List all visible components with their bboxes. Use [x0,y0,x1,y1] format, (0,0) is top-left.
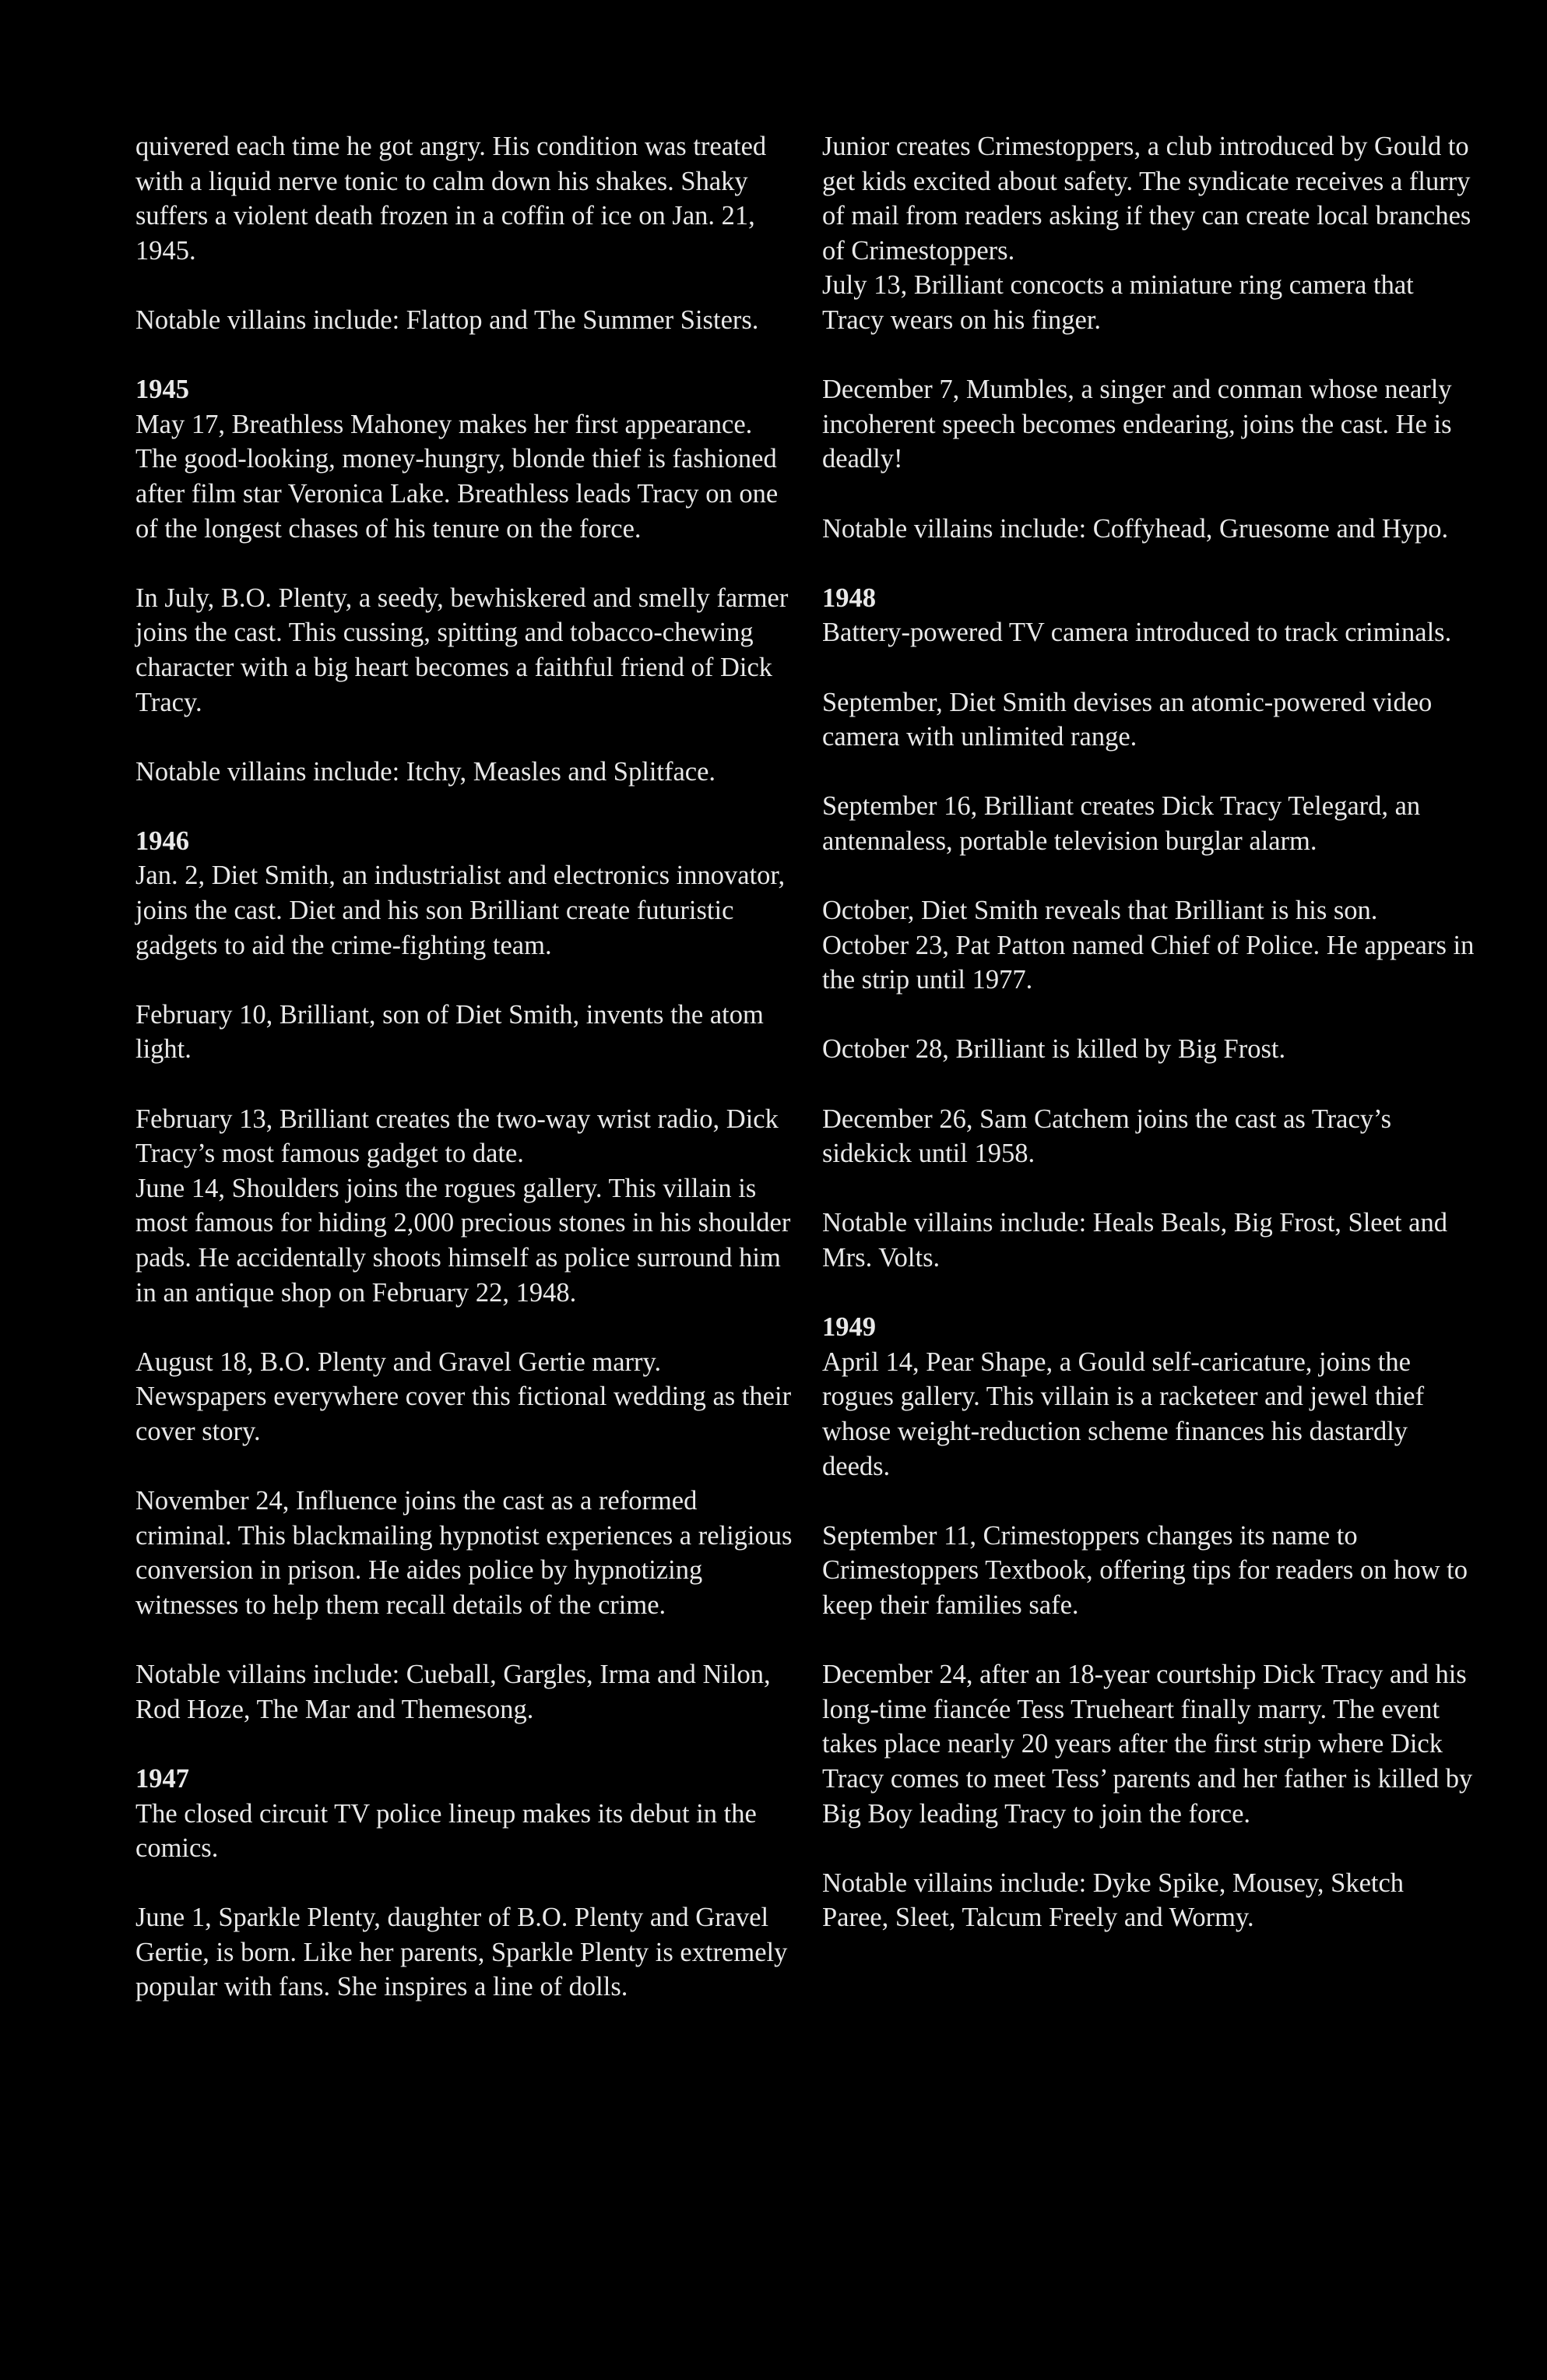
right-column [822,129,1476,1970]
paragraph-crimestoppers-club: Junior creates Crimestoppers, a club introduced by Gould to get kids excited about safety. The syndicate receives a flurry of mail from readers asking if they can create local branches of Crimestoppers. [822,132,1471,266]
paragraph-brilliant-son: October, Diet Smith reveals that Brilliant is his son. [822,896,1378,926]
year-heading-1945: 1945 [135,375,189,405]
paragraph-sam-catchem: December 26, Sam Catchem joins the cast as Tracy’s sidekick until 1958. [822,1104,1392,1169]
paragraph-pat-patton: October 23, Pat Patton named Chief of Police. He appears in the strip until 1977. [822,930,1475,995]
paragraph-mumbles: December 7, Mumbles, a singer and conman whose nearly incoherent speech becomes endearing, joins the cast. He is deadly! [822,375,1452,474]
paragraph-villains-1946: Notable villains include: Cueball, Gargles, Irma and Nilon, Rod Hoze, The Mar and Themesong. [135,1660,771,1724]
year-heading-1947: 1947 [135,1763,189,1794]
section-1945 [135,372,794,546]
paragraph-crimestoppers-textbook: September 11, Crimestoppers changes its name to Crimestoppers Textbook, offering tips for readers on how to keep their families safe. [822,1520,1468,1620]
section-1947 [135,1762,794,1866]
paragraph-villains-1948: Notable villains include: Heals Beals, Big Frost, Sleet and Mrs. Volts. [822,1208,1447,1273]
paragraph-atomic-camera: September, Diet Smith devises an atomic-powered video camera with unlimited range. [822,687,1433,752]
paragraph-ring-camera: July 13, Brilliant concocts a miniature ring camera that Tracy wears on his finger. [822,270,1414,335]
section-1948 [822,581,1476,650]
paragraph-shaky-continued: quivered each time he got angry. His condition was treated with a liquid nerve tonic to calm down his shakes. Shaky suffers a violent death frozen in a coffin of ice on Jan. 21, 1945. [135,132,767,266]
paragraph-tracy-marries: December 24, after an 18-year courtship Dick Tracy and his long-time fiancée Tess Trueheart finally marry. The event takes place nearly 20 years after the first strip where Dick Tracy comes to meet Tess’ parents and her father is killed by Big Boy leading Tracy to join the force. [822,1660,1473,1829]
paragraph-breathless-mahoney: May 17, Breathless Mahoney makes her first appearance. The good-looking, money-hungry, blonde thief is fashioned after film star Veronica Lake. Breathless leads Tracy on one of the longest chases of his tenure on the force. [135,409,779,544]
paragraph-tv-lineup: The closed circuit TV police lineup makes its debut in the comics. [135,1798,757,1864]
paragraph-villains-1947: Notable villains include: Coffyhead, Gruesome and Hypo. [822,513,1449,544]
section-1946 [135,824,794,963]
section-1949 [822,1310,1476,1484]
paragraph-pear-shape: April 14, Pear Shape, a Gould self-caricature, joins the rogues gallery. This villain is a racketeer and jewel thief whose weight-reduction scheme finances his dastardly deeds. [822,1347,1425,1481]
paragraph-telegard: September 16, Brilliant creates Dick Tracy Telegard, an antennaless, portable television burglar alarm. [822,791,1421,856]
paragraph-villains-1945: Notable villains include: Itchy, Measles and Splitface. [135,756,716,787]
paragraph-wedding: August 18, B.O. Plenty and Gravel Gertie marry. Newspapers everywhere cover this fictional wedding as their cover story. [135,1347,792,1446]
paragraph-villains-1944: Notable villains include: Flattop and The Summer Sisters. [135,305,759,335]
year-heading-1949: 1949 [822,1312,876,1343]
paragraph-tv-camera: Battery-powered TV camera introduced to track criminals. [822,618,1452,648]
paragraph-villains-1949: Notable villains include: Dyke Spike, Mousey, Sketch Paree, Sleet, Talcum Freely and Wormy. [822,1868,1405,1933]
paragraph-wrist-radio: February 13, Brilliant creates the two-way wrist radio, Dick Tracy’s most famous gadget to date. [135,1104,779,1169]
paragraph-diet-smith: Jan. 2, Diet Smith, an industrialist and electronics innovator, joins the cast. Diet and his son Brilliant create futuristic gadgets to aid the crime-fighting team. [135,861,786,960]
paragraph-influence: November 24, Influence joins the cast as a reformed criminal. This blackmailing hypnotist experiences a religious conversion in prison. He aides police by hypnotizing witnesses to help them recall details of the crime. [135,1486,793,1620]
year-heading-1946: 1946 [135,826,189,856]
year-heading-1948: 1948 [822,583,876,613]
paragraph-shoulders: June 14, Shoulders joins the rogues gallery. This villain is most famous for hiding 2,000 precious stones in his shoulder pads. He accidentally shoots himself as police surround him in an antique shop on February 22, 1948. [135,1173,791,1308]
paragraph-bo-plenty: In July, B.O. Plenty, a seedy, bewhiskered and smelly farmer joins the cast. This cussing, spitting and tobacco-chewing character with a big heart becomes a faithful friend of Dick Tracy. [135,583,789,717]
paragraph-atom-light: February 10, Brilliant, son of Diet Smith, invents the atom light. [135,999,764,1065]
paragraph-sparkle-plenty: June 1, Sparkle Plenty, daughter of B.O. Plenty and Gravel Gertie, is born. Like her parents, Sparkle Plenty is extremely popular with fans. She inspires a line of dolls. [135,1903,788,2002]
left-column [135,129,794,2040]
paragraph-brilliant-killed: October 28, Brilliant is killed by Big Frost. [822,1034,1286,1065]
